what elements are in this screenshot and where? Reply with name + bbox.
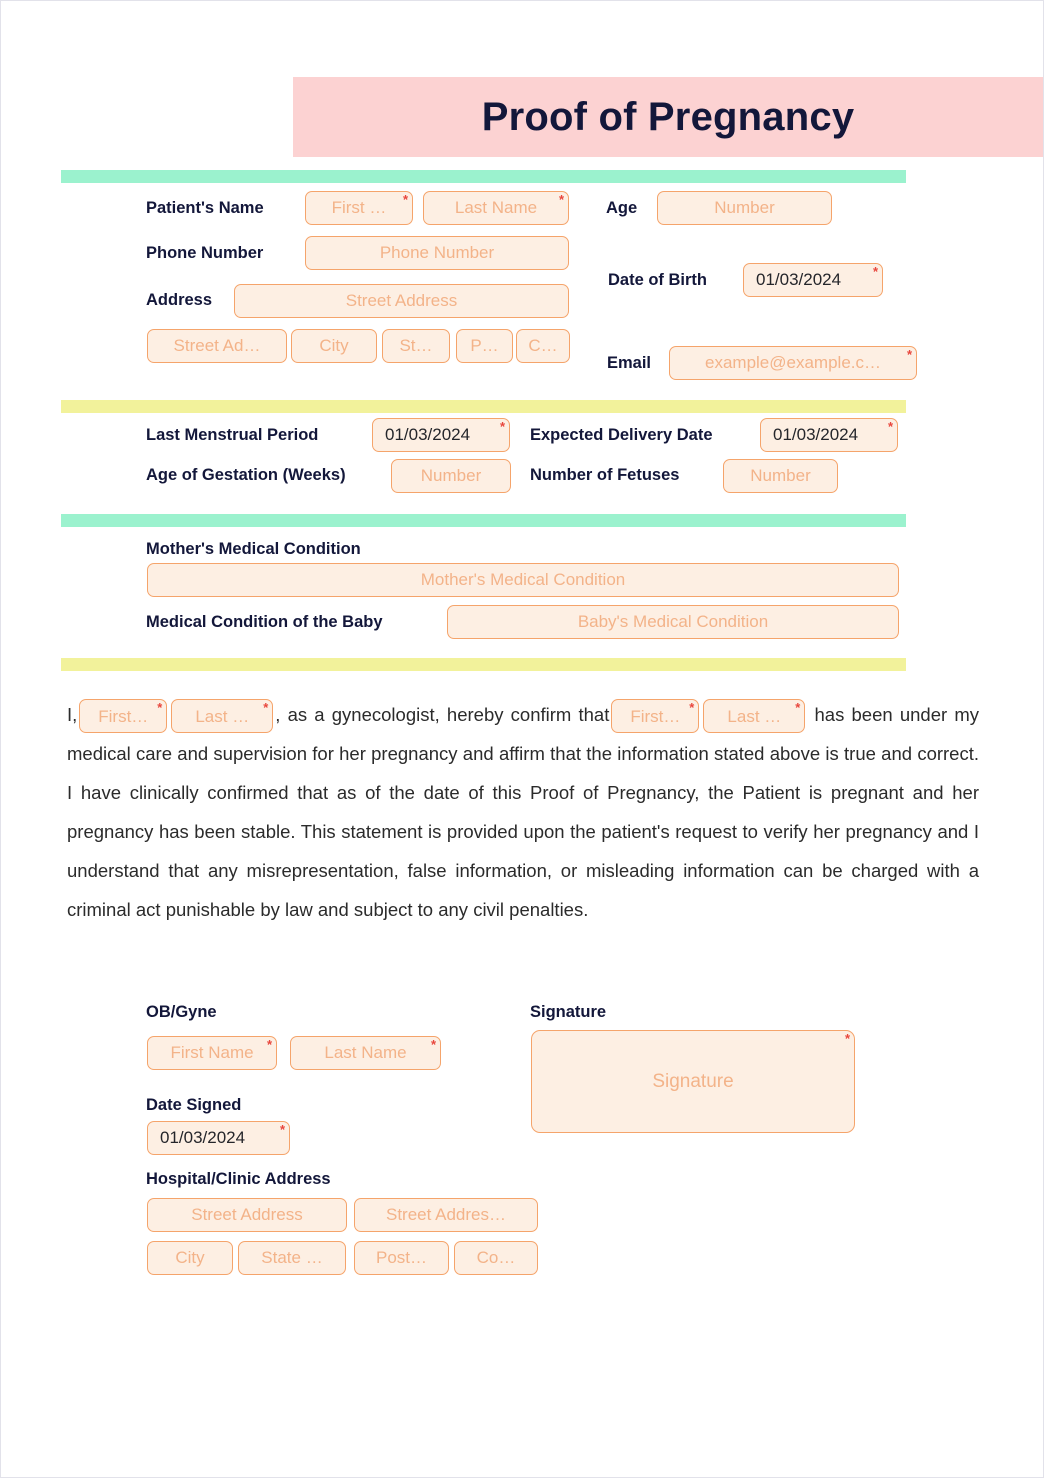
required-asterisk: *	[906, 347, 912, 362]
section-divider-attestation	[61, 658, 906, 671]
age-of-gestation-input[interactable]	[391, 459, 511, 493]
required-asterisk: *	[402, 192, 408, 207]
signature-placeholder: Signature	[652, 1070, 734, 1092]
section-divider-medical	[61, 514, 906, 527]
attestation-paragraph	[67, 695, 979, 929]
date-of-birth-label: Date of Birth	[608, 271, 707, 289]
mother-medical-condition-input[interactable]	[147, 563, 899, 597]
section-divider-pregnancy	[61, 400, 906, 413]
address-label: Address	[146, 291, 213, 309]
required-asterisk: *	[844, 1031, 850, 1046]
age-of-gestation-placeholder: Number	[420, 466, 482, 485]
age-input[interactable]	[657, 191, 832, 225]
hospital-state-input[interactable]	[238, 1241, 346, 1275]
patient-confirm-first-name-placeholder: First…	[630, 706, 681, 726]
patient-city-placeholder: City	[319, 336, 349, 355]
signature-label: Signature	[530, 1003, 607, 1021]
required-asterisk: *	[157, 700, 163, 716]
date-signed-value: 01/03/2024	[160, 1128, 246, 1147]
required-asterisk: *	[795, 700, 801, 716]
hospital-city-input[interactable]	[147, 1241, 233, 1275]
required-asterisk: *	[689, 700, 695, 716]
date-signed-input[interactable]	[147, 1121, 290, 1155]
title-banner	[293, 77, 1043, 157]
patient-confirm-last-name-placeholder: Last …	[727, 706, 782, 726]
phone-number-label: Phone Number	[146, 244, 264, 262]
email-label: Email	[607, 354, 652, 372]
patient-state-input[interactable]	[382, 329, 450, 363]
last-menstrual-period-label: Last Menstrual Period	[146, 426, 319, 444]
number-of-fetuses-label: Number of Fetuses	[530, 466, 680, 484]
date-of-birth-value: 01/03/2024	[756, 270, 842, 289]
date-of-birth-input[interactable]	[743, 263, 883, 297]
last-menstrual-period-value: 01/03/2024	[385, 425, 471, 444]
hospital-street-address-2-input[interactable]	[354, 1198, 538, 1232]
attestation-text-3: has been under my medical care and supervision for her pregnancy and affirm that the information stated above is true and correct. I have clinically confirmed that as of the date of this Proof of Pregnancy, the Patient is pregnant and her pregnancy has been stable. This statement is provided upon the patient's request to verify her pregnancy and I understand that any misrepresentation, false information, or misleading information can be charged with a criminal act punishable by law and subject to any civil penalties.	[67, 704, 979, 920]
patient-last-name-input[interactable]	[423, 191, 569, 225]
mother-medical-condition-label: Mother's Medical Condition	[146, 540, 361, 558]
patient-state-placeholder: St…	[399, 336, 433, 355]
hospital-country-input[interactable]	[454, 1241, 538, 1275]
page-title: Proof of Pregnancy	[481, 94, 855, 139]
baby-medical-condition-input[interactable]	[447, 605, 899, 639]
phone-number-input[interactable]	[305, 236, 569, 270]
email-input[interactable]	[669, 346, 917, 380]
expected-delivery-date-label: Expected Delivery Date	[530, 426, 713, 444]
patient-postal-placeholder: P…	[470, 336, 499, 355]
required-asterisk: *	[430, 1037, 436, 1052]
patient-last-name-placeholder: Last Name	[454, 198, 538, 217]
patient-confirm-first-name-input[interactable]	[611, 699, 699, 733]
phone-number-placeholder: Phone Number	[379, 243, 495, 262]
email-placeholder: example@example.c…	[705, 353, 881, 372]
baby-medical-condition-placeholder: Baby's Medical Condition	[577, 612, 769, 631]
patient-street-address-placeholder: Street Address	[345, 291, 458, 310]
mother-medical-condition-placeholder: Mother's Medical Condition	[420, 570, 626, 589]
hospital-state-placeholder: State …	[261, 1248, 323, 1267]
patient-city-input[interactable]	[291, 329, 377, 363]
attestation-text-1: I,	[67, 704, 78, 725]
number-of-fetuses-placeholder: Number	[750, 466, 811, 485]
patient-street-address-2-input[interactable]	[147, 329, 287, 363]
patient-street-address-input[interactable]	[234, 284, 569, 318]
patient-first-name-input[interactable]	[305, 191, 413, 225]
expected-delivery-date-input[interactable]	[760, 418, 898, 452]
obgyne-first-name-input[interactable]	[147, 1036, 277, 1070]
required-asterisk: *	[263, 700, 269, 716]
hospital-postal-placeholder: Post…	[375, 1248, 428, 1267]
hospital-postal-input[interactable]	[354, 1241, 449, 1275]
section-divider-patient	[61, 170, 906, 183]
obgyne-last-name-input[interactable]	[290, 1036, 441, 1070]
required-asterisk: *	[887, 419, 893, 434]
number-of-fetuses-input[interactable]	[723, 459, 838, 493]
doctor-last-name-input[interactable]	[171, 699, 273, 733]
date-signed-label: Date Signed	[146, 1096, 242, 1114]
doctor-first-name-input[interactable]	[79, 699, 167, 733]
patient-confirm-last-name-input[interactable]	[703, 699, 805, 733]
patient-street-address-2-placeholder: Street Ad…	[173, 336, 261, 355]
hospital-city-placeholder: City	[175, 1248, 205, 1267]
doctor-first-name-placeholder: First…	[98, 706, 149, 726]
patient-first-name-placeholder: First …	[331, 198, 387, 217]
age-placeholder: Number	[714, 198, 775, 217]
patient-postal-input[interactable]	[456, 329, 513, 363]
age-label: Age	[606, 199, 638, 217]
hospital-country-placeholder: Co…	[476, 1248, 516, 1267]
attestation-text-2: , as a gynecologist, hereby confirm that	[275, 704, 610, 725]
doctor-last-name-placeholder: Last …	[195, 706, 250, 726]
hospital-street-address-placeholder: Street Address	[191, 1205, 303, 1224]
last-menstrual-period-input[interactable]	[372, 418, 510, 452]
hospital-street-address-2-placeholder: Street Addres…	[385, 1205, 506, 1224]
expected-delivery-date-value: 01/03/2024	[773, 425, 859, 444]
hospital-street-address-input[interactable]	[147, 1198, 347, 1232]
hospital-address-label: Hospital/Clinic Address	[146, 1170, 331, 1188]
required-asterisk: *	[266, 1037, 272, 1052]
obgyne-first-name-placeholder: First Name	[170, 1043, 254, 1062]
required-asterisk: *	[279, 1122, 285, 1137]
patient-country-input[interactable]	[516, 329, 570, 363]
required-asterisk: *	[872, 264, 878, 279]
patient-name-label: Patient's Name	[146, 199, 264, 217]
obgyne-last-name-placeholder: Last Name	[324, 1043, 407, 1062]
required-asterisk: *	[558, 192, 564, 207]
obgyne-label: OB/Gyne	[146, 1003, 217, 1021]
required-asterisk: *	[499, 419, 505, 434]
baby-medical-condition-label: Medical Condition of the Baby	[146, 613, 383, 631]
signature-input[interactable]	[531, 1030, 855, 1133]
patient-country-placeholder: C…	[528, 336, 558, 355]
age-of-gestation-label: Age of Gestation (Weeks)	[146, 466, 346, 484]
